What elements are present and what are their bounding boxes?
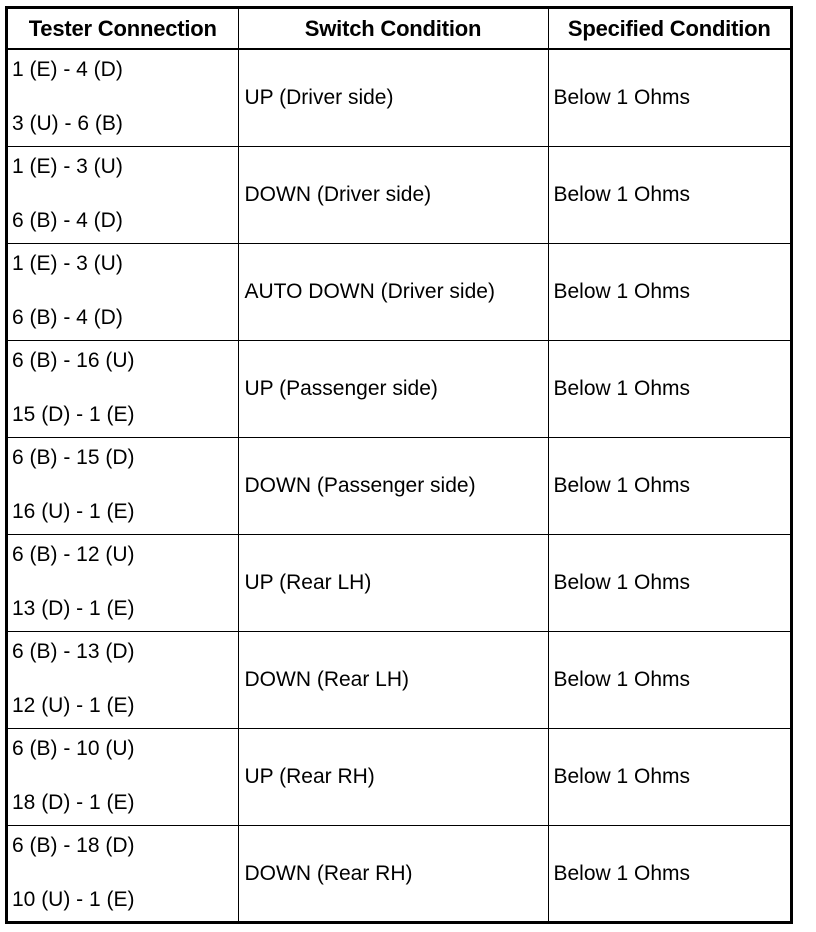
connection-pair: 3 (U) - 6 (B) [12, 112, 123, 135]
tester-connection-cell [8, 825, 238, 922]
table-row [8, 631, 790, 728]
table-row [8, 243, 790, 340]
table-body [8, 49, 790, 922]
connection-pair: 12 (U) - 1 (E) [12, 693, 135, 717]
table-row [8, 534, 790, 631]
connection-pair: 6 (B) - 4 (D) [12, 208, 123, 232]
specified-condition-cell: Below 1 Ohms [548, 534, 790, 631]
switch-condition-cell: DOWN (Rear LH) [238, 631, 548, 728]
tester-connection-cell [8, 49, 238, 146]
connection-pair: 6 (B) - 12 (U) [12, 542, 135, 566]
tester-connection-cell [8, 340, 238, 437]
table-row [8, 146, 790, 243]
specified-condition-cell: Below 1 Ohms [548, 631, 790, 728]
table [8, 9, 790, 922]
switch-condition-cell: DOWN (Rear RH) [238, 825, 548, 922]
tester-connection-cell [8, 631, 238, 728]
switch-condition-cell: DOWN (Passenger side) [238, 437, 548, 534]
specified-condition-cell: Below 1 Ohms [548, 340, 790, 437]
switch-inspection-table [5, 6, 793, 924]
specified-condition-cell: Below 1 Ohms [548, 146, 790, 243]
tester-connection-cell [8, 146, 238, 243]
connection-pair: 16 (U) - 1 (E) [12, 499, 135, 523]
connection-pair: 6 (B) - 10 (U) [12, 736, 135, 760]
connection-pair: 6 (B) - 13 (D) [12, 639, 135, 663]
specified-condition-cell: Below 1 Ohms [548, 243, 790, 340]
header-row [8, 9, 790, 49]
switch-condition-cell: UP (Rear LH) [238, 534, 548, 631]
connection-pair: 18 (D) - 1 (E) [12, 790, 135, 814]
header-tester-connection: Tester Connection [8, 9, 238, 49]
table-header [8, 9, 790, 49]
switch-condition-cell: UP (Driver side) [238, 49, 548, 146]
tester-connection-cell [8, 534, 238, 631]
header-specified-condition: Specified Condition [548, 9, 790, 49]
switch-condition-cell: UP (Rear RH) [238, 728, 548, 825]
tester-connection-cell [8, 437, 238, 534]
connection-pair: 1 (E) - 3 (U) [12, 251, 123, 275]
table-row [8, 49, 790, 146]
connection-pair: 1 (E) - 4 (D) [12, 58, 123, 81]
connection-pair: 6 (B) - 18 (D) [12, 833, 135, 857]
switch-condition-cell: DOWN (Driver side) [238, 146, 548, 243]
specified-condition-cell: Below 1 Ohms [548, 437, 790, 534]
header-switch-condition: Switch Condition [238, 9, 548, 49]
specified-condition-cell: Below 1 Ohms [548, 49, 790, 146]
tester-connection-cell [8, 243, 238, 340]
connection-pair: 6 (B) - 15 (D) [12, 445, 135, 469]
table-row [8, 728, 790, 825]
tester-connection-cell [8, 728, 238, 825]
connection-pair: 1 (E) - 3 (U) [12, 154, 123, 178]
connection-pair: 6 (B) - 4 (D) [12, 305, 123, 329]
switch-condition-cell: UP (Passenger side) [238, 340, 548, 437]
table-row [8, 825, 790, 922]
specified-condition-cell: Below 1 Ohms [548, 825, 790, 922]
table-row [8, 340, 790, 437]
connection-pair: 13 (D) - 1 (E) [12, 596, 135, 620]
connection-pair: 6 (B) - 16 (U) [12, 348, 135, 372]
connection-pair: 10 (U) - 1 (E) [12, 887, 135, 911]
table-row [8, 437, 790, 534]
switch-condition-cell: AUTO DOWN (Driver side) [238, 243, 548, 340]
connection-pair: 15 (D) - 1 (E) [12, 402, 135, 426]
specified-condition-cell: Below 1 Ohms [548, 728, 790, 825]
